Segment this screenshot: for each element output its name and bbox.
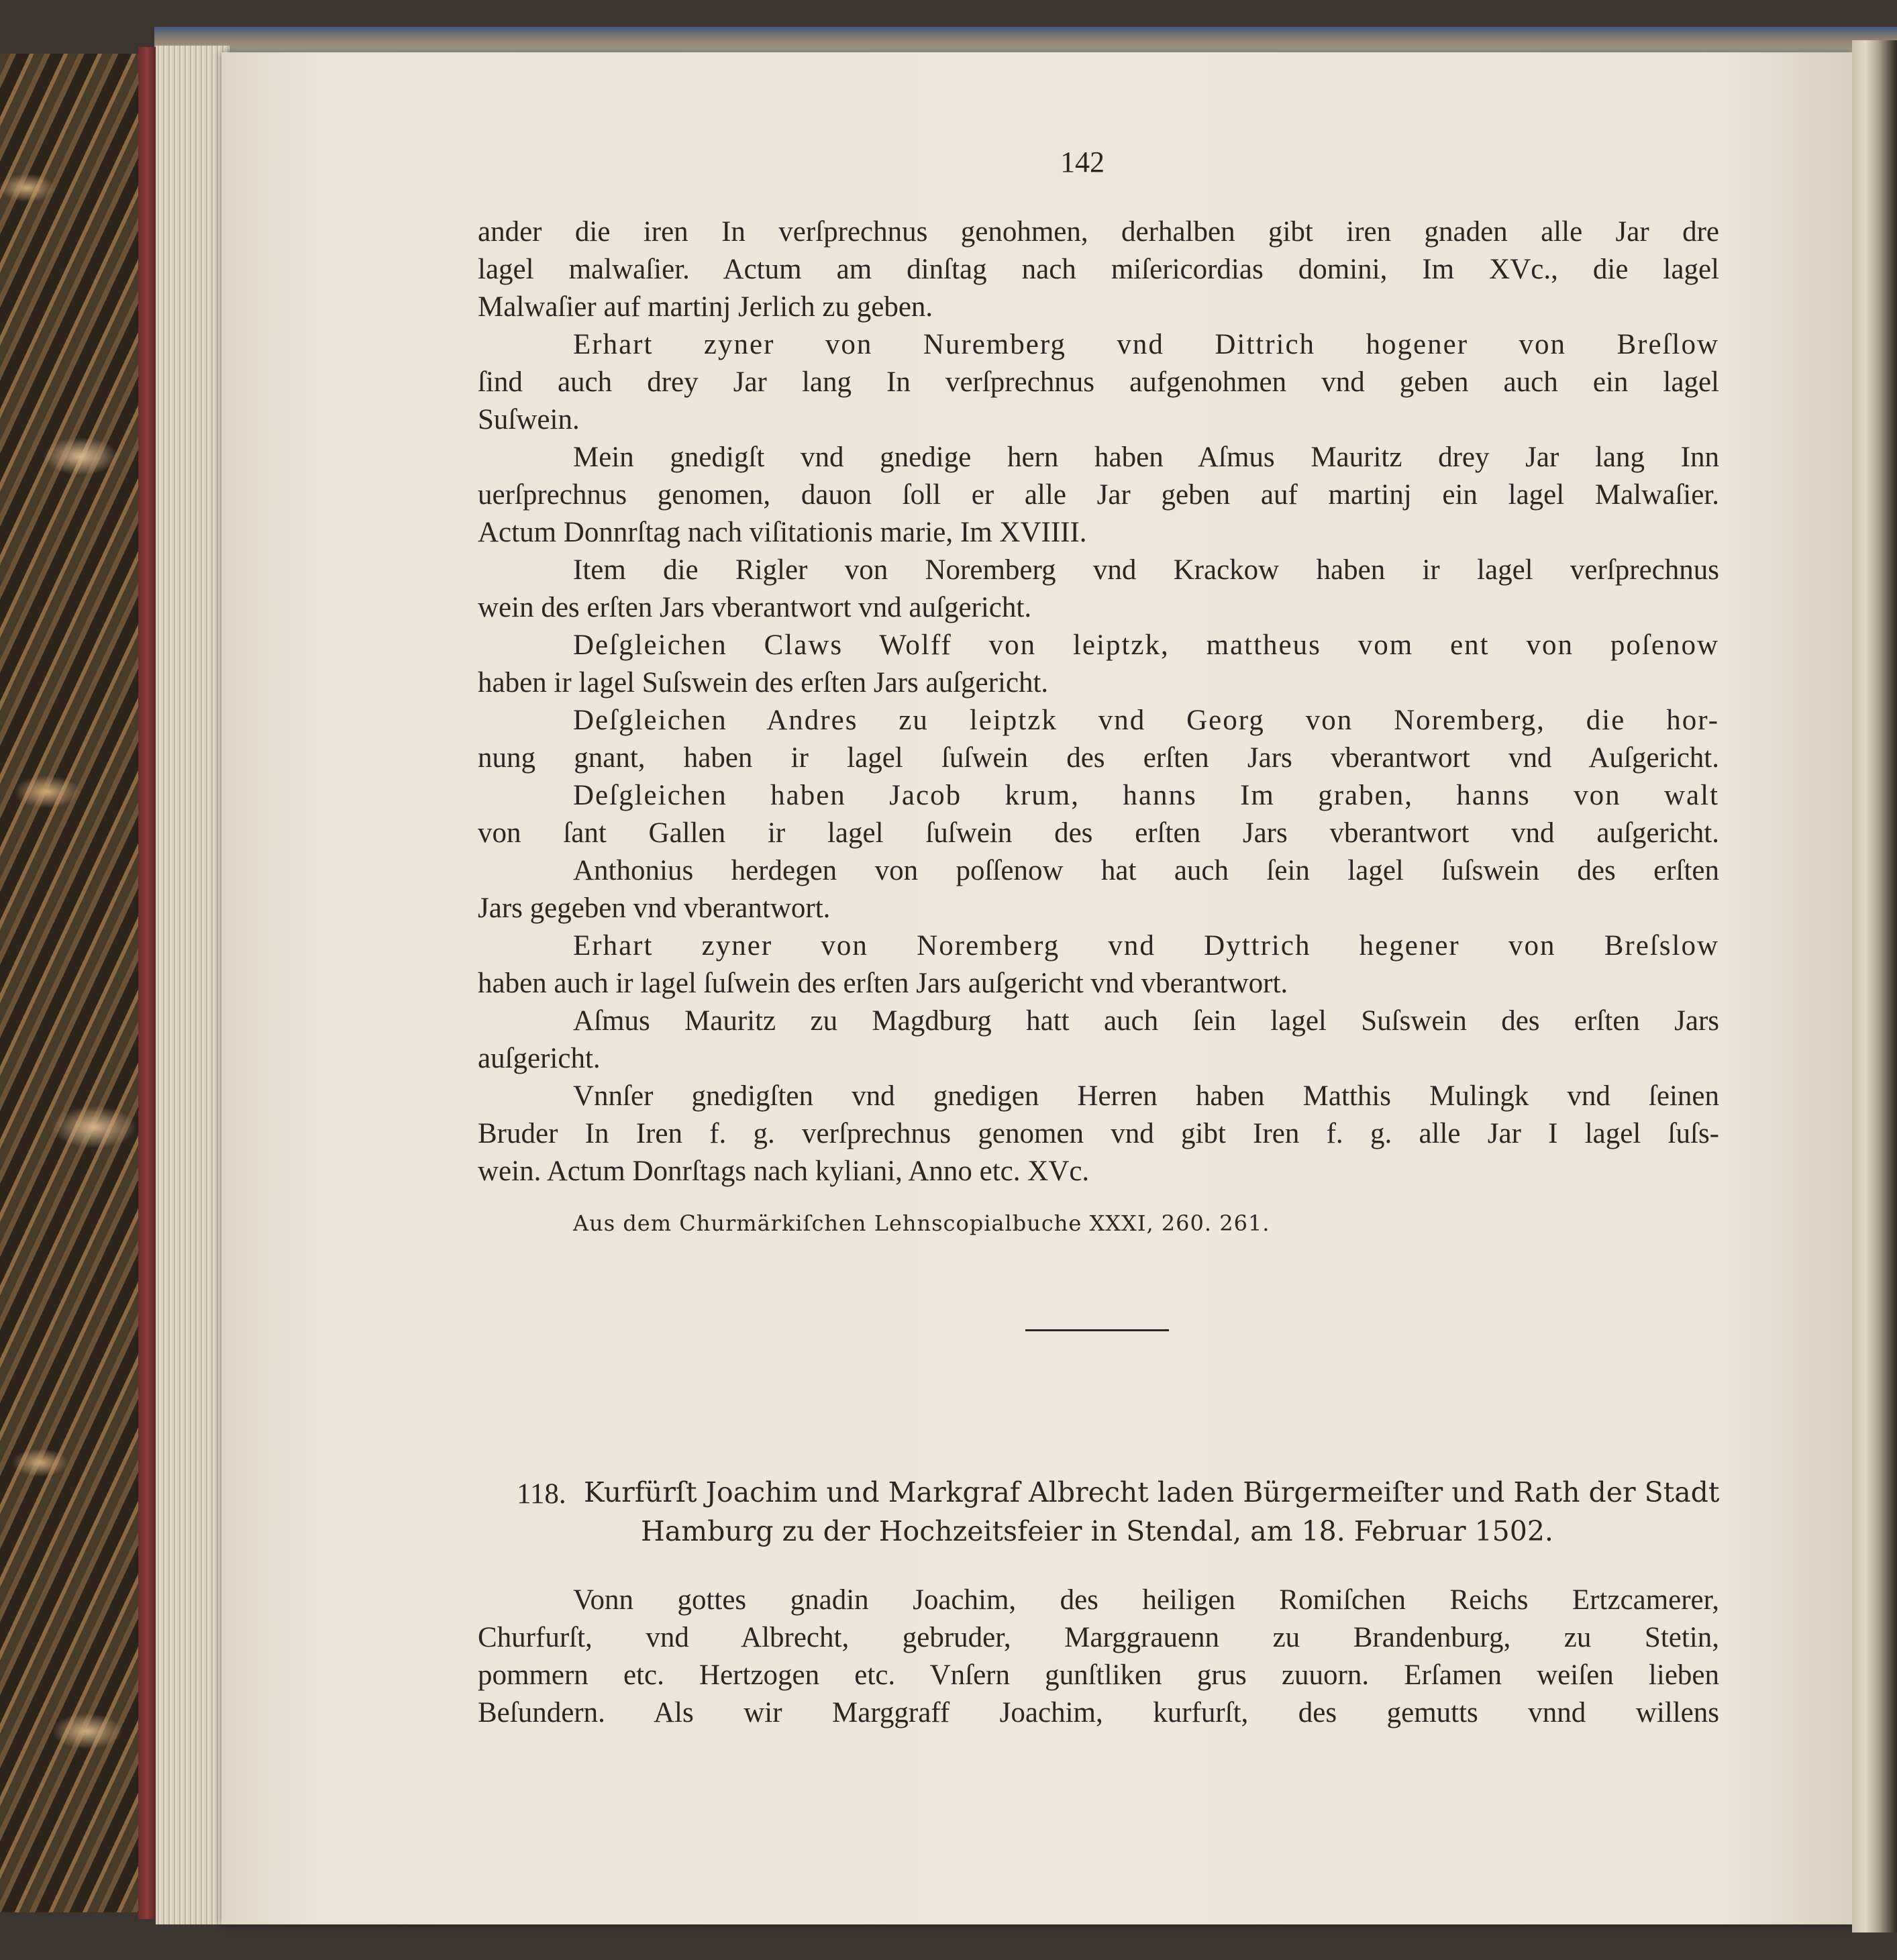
book-spine <box>138 47 156 1919</box>
text-line: Bruder In Iren f. g. verſprechnus genomen vnd gibt Iren f. g. alle Jar I lagel ſuſs- <box>478 1118 1719 1149</box>
text-line: Aſmus Mauritz zu Magdburg hatt auch ſein lagel Suſswein des erſten Jars <box>573 1005 1719 1037</box>
text-line: Erhart zyner von Nuremberg vnd Dittrich hogener von Breſlow <box>573 329 1719 360</box>
source-note: Aus dem Churmärkiſchen Lehnscopialbuche XXXI, 260. 261. <box>573 1210 1270 1236</box>
text-line: nung gnant, haben ir lagel ſuſwein des erſten Jars vberantwort vnd Auſgericht. <box>478 742 1719 774</box>
marbled-book-edge <box>0 54 158 1912</box>
text-line: Anthonius herdegen von poſſenow hat auch ſein lagel ſuſswein des erſten <box>573 855 1719 886</box>
section-number: 118. <box>517 1478 566 1510</box>
text-line: Beſundern. Als wir Marggraff Joachim, kurfurſt, des gemutts vnnd willens <box>478 1697 1719 1729</box>
text-line: Mein gnedigſt vnd gnedige hern haben Aſmus Mauritz drey Jar lang Inn <box>573 442 1719 473</box>
text-line: Deſgleichen Andres zu leiptzk vnd Georg von Noremberg, die hor- <box>573 705 1719 736</box>
section-heading: Kurfürſt Joachim und Markgraf Albrecht laden Bürgermeiſter und Rath der Stadt <box>584 1476 1720 1508</box>
text-line: auſgericht. <box>478 1043 601 1074</box>
text-line: Deſgleichen Claws Wolff von leiptzk, mattheus vom ent von poſenow <box>573 629 1719 661</box>
text-line: Deſgleichen haben Jacob krum, hanns Im graben, hanns von walt <box>573 780 1719 811</box>
text-line: Vnnſer gnedigſten vnd gnedigen Herren haben Matthis Mulingk vnd ſeinen <box>573 1080 1719 1112</box>
section-divider <box>1025 1329 1169 1331</box>
text-line: Churfurſt, vnd Albrecht, gebruder, Marggrauenn zu Brandenburg, zu Stetin, <box>478 1622 1719 1653</box>
text-line: wein des erſten Jars vberantwort vnd auſgericht. <box>478 592 1032 623</box>
text-line: ander die iren In verſprechnus genohmen, derhalben gibt iren gnaden alle Jar dre <box>478 216 1719 248</box>
text-line: Suſwein. <box>478 404 580 435</box>
text-line: uerſprechnus genomen, dauon ſoll er alle Jar geben auf martinj ein lagel Malwaſier. <box>478 479 1719 511</box>
text-line: Malwaſier auf martinj Jerlich zu geben. <box>478 291 933 323</box>
text-line: Actum Donnrſtag nach viſitationis marie, Im XVIIII. <box>478 517 1087 548</box>
text-line: von ſant Gallen ir lagel ſuſwein des erſten Jars vberantwort vnd auſgericht. <box>478 817 1719 849</box>
text-line: Item die Rigler von Noremberg vnd Krackow haben ir lagel verſprechnus <box>573 554 1719 586</box>
text-line: wein. Actum Donrſtags nach kyliani, Anno etc. XVc. <box>478 1155 1090 1187</box>
page-stack-edge <box>156 46 229 1924</box>
text-line: lagel malwaſier. Actum am dinſtag nach miſericordias domini, Im XVc., die lagel <box>478 254 1719 285</box>
text-line: ſind auch drey Jar lang In verſprechnus aufgenohmen vnd geben auch ein lagel <box>478 366 1719 398</box>
text-line: Erhart zyner von Noremberg vnd Dyttrich hegener von Breſslow <box>573 930 1719 962</box>
text-line: Vonn gottes gnadin Joachim, des heiligen Romiſchen Reichs Ertzcamerer, <box>573 1584 1719 1616</box>
section-heading: Hamburg zu der Hochzeitsfeier in Stendal, am 18. Februar 1502. <box>641 1515 1553 1547</box>
text-line: haben auch ir lagel ſuſwein des erſten Jars auſgericht vnd vberantwort. <box>478 968 1288 999</box>
book-top-edge <box>154 27 1897 54</box>
text-line: Jars gegeben vnd vberantwort. <box>478 892 831 924</box>
right-page-edge <box>1852 40 1897 1932</box>
text-line: haben ir lagel Suſswein des erſten Jars auſgericht. <box>478 667 1049 699</box>
page-number: 142 <box>1060 146 1105 178</box>
text-line: pommern etc. Hertzogen etc. Vnſern gunſtliken grus zuuorn. Erſamen weiſen lieben <box>478 1659 1719 1691</box>
